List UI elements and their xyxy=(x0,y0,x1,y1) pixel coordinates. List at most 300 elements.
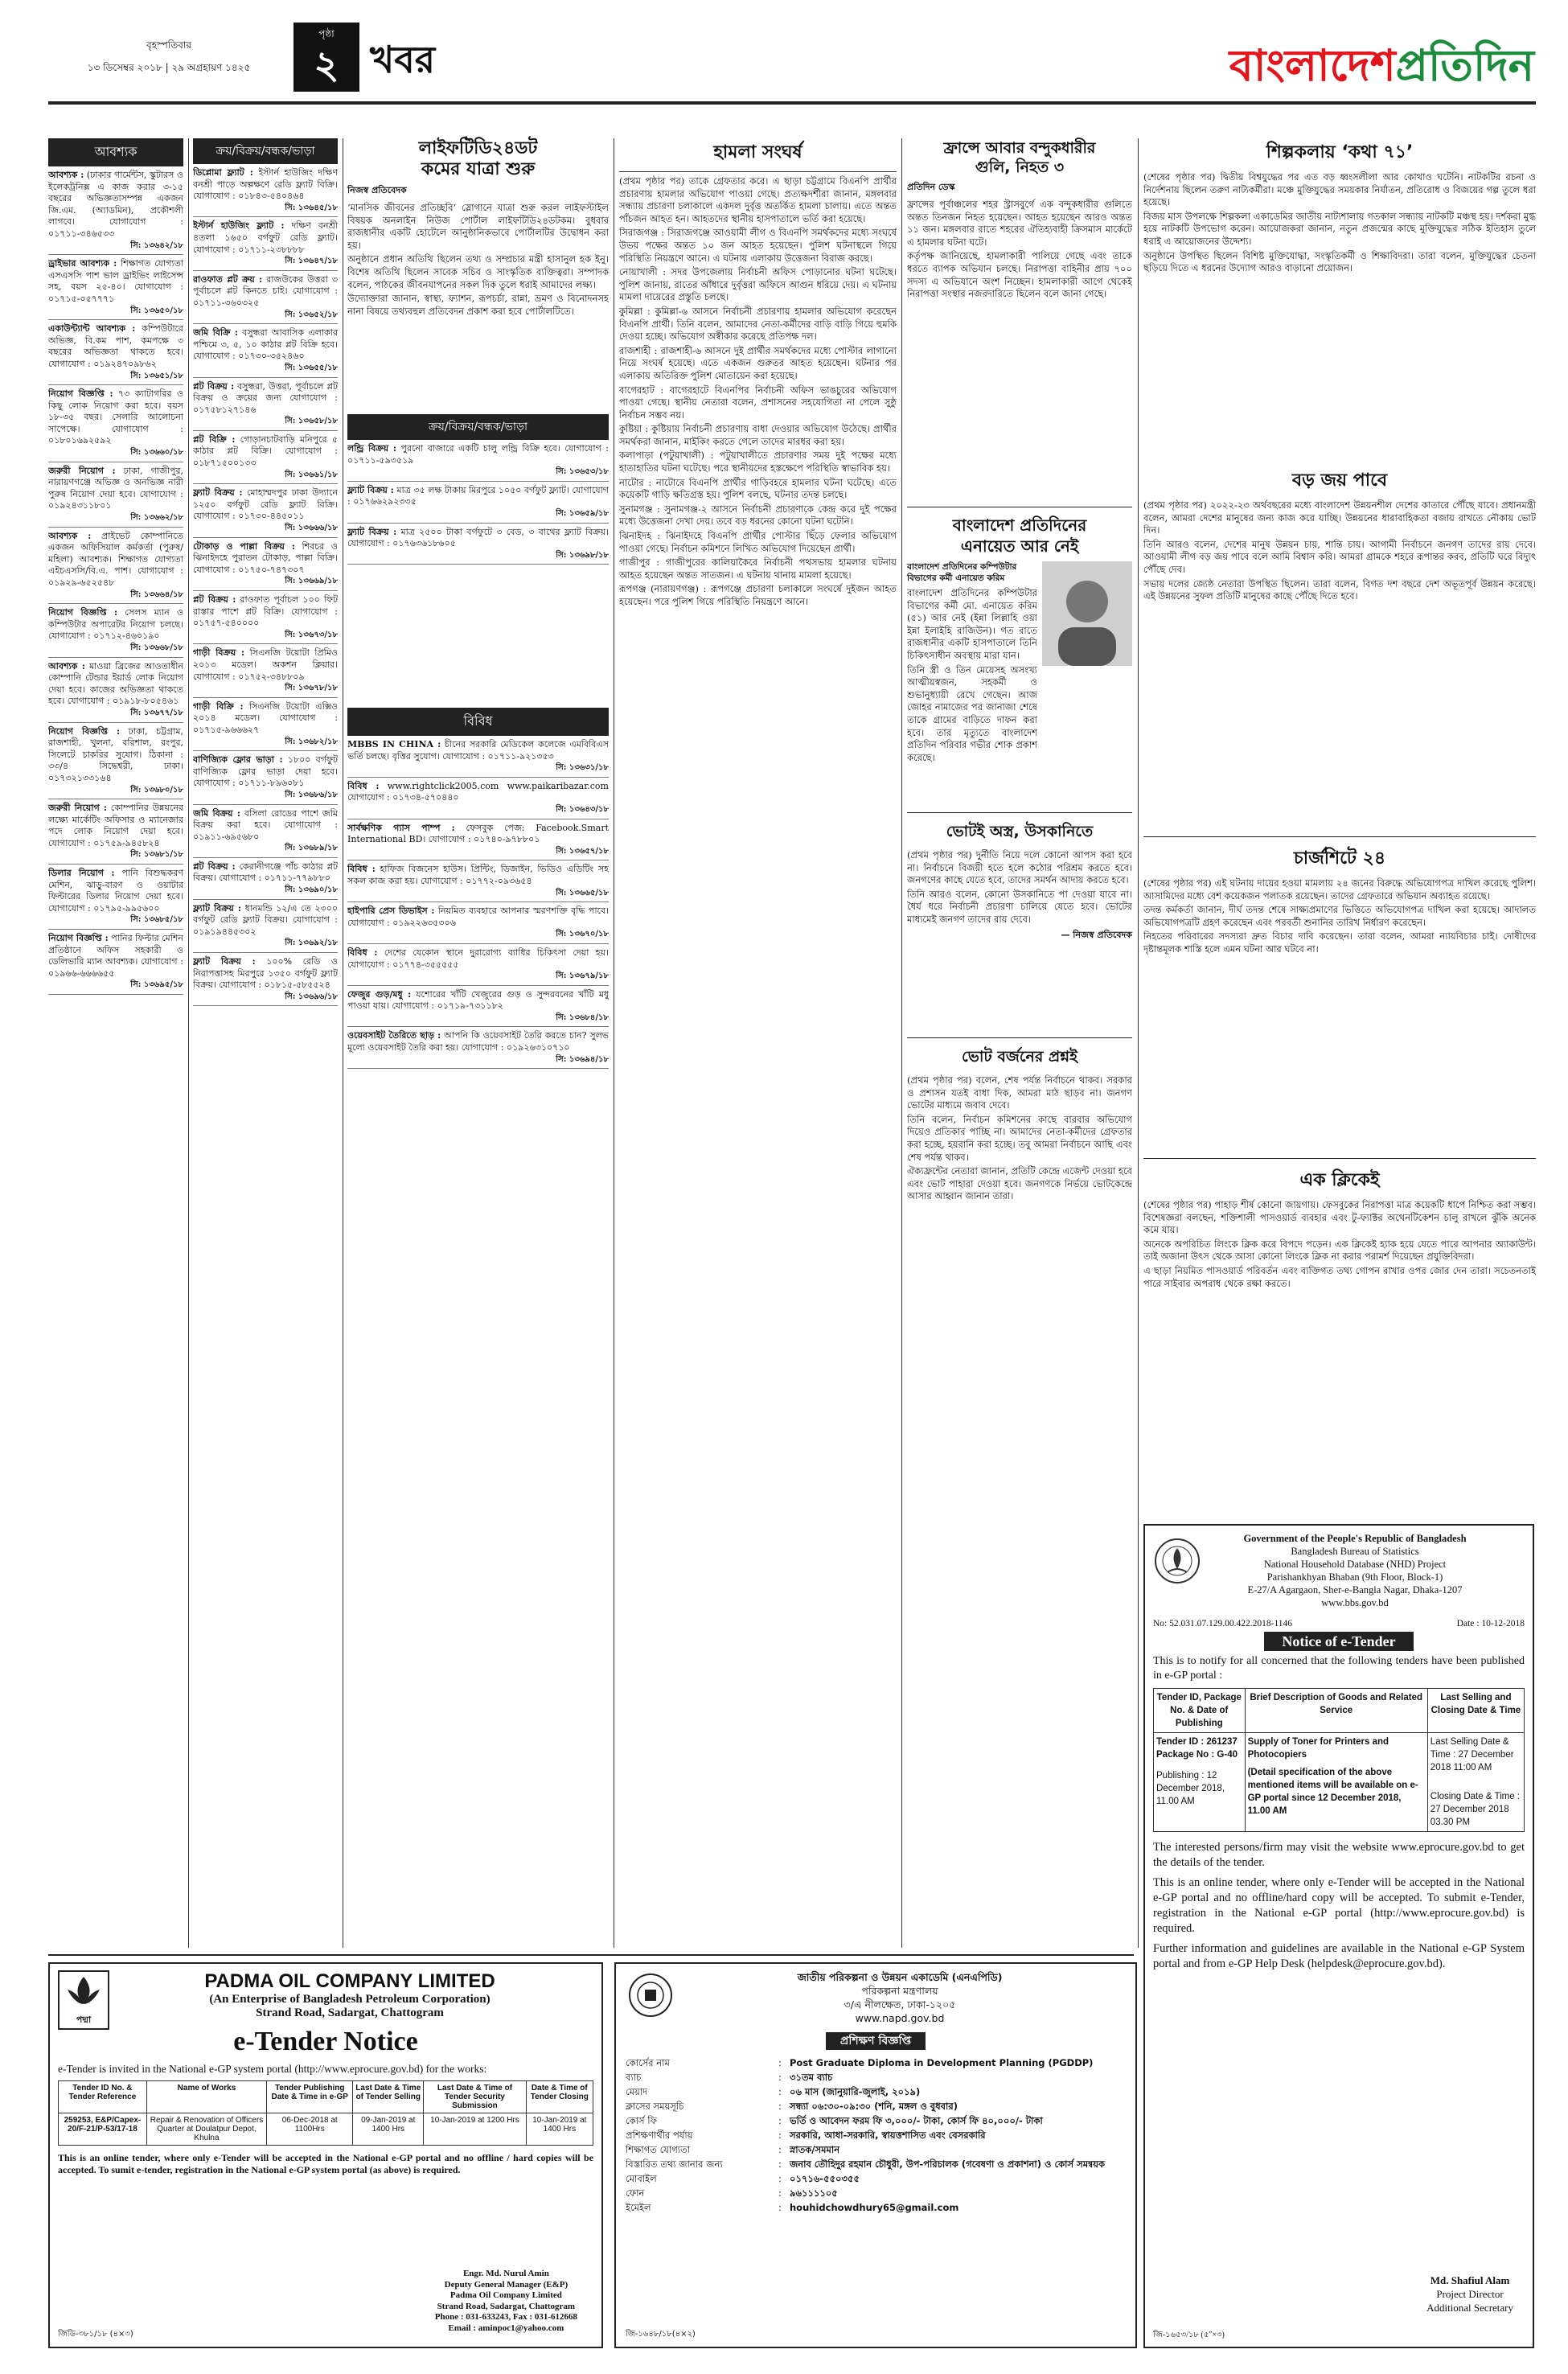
ad-label: জমি বিক্রয় : xyxy=(193,807,240,819)
napd-field-row xyxy=(626,2158,1126,2171)
ad-text: কম্পিউটারে অভিজ্ঞ, বি.কম পাশ, কমপক্ষে ৩ বছরের অভিজ্ঞতা থাকতে হবে। যোগাযোগ : ০১৯২৪৭০৯৮৬২ xyxy=(48,323,183,369)
classified-ad xyxy=(347,986,609,1028)
bibidh-list xyxy=(347,736,609,1069)
ad-label: হাইপারি প্রেস ডিভাইস : xyxy=(347,906,435,917)
napd-website-link[interactable]: www.napd.gov.bd xyxy=(855,2012,945,2024)
ad-text: (ঢাকার গার্মেন্টস, স্কুটারস ও ইলেকট্রনিক্স এ কাজ করার ৩-১৫ বছরের অভিজ্ঞতাসম্পন্ন একজন জি.এম. (অ্যাডমিন), প্রকৌশলী লাগবে। যোগাযোগ : ০১৭১১-৩৪৬৫৩৩ xyxy=(48,170,183,239)
paragraph: ‘মানসিক জীবনের প্রতিচ্ছবি’ স্লোগানে যাত্রা শুরু করল লাইফস্টাইল বিষয়ক অনলাইন নিউজ পোর্টাল লাইফটিডি২৪ডটকম। বুধবার রাজধানীর একটি হোটেলে আনুষ্ঠানিকভাবে পোর্টালটির উদ্বোধন করা হয়। xyxy=(347,202,609,251)
paragraph: ঐক্যফ্রন্টের নেতারা জানান, প্রতিটি কেন্দ্রে এজেন্ট দেওয়া হবে এবং ভোট পাহারা দেওয়া হবে। জনগণকে নির্ভয়ে ভোটকেন্দ্রে আসার আহ্বান জানান তারা। xyxy=(907,1165,1132,1202)
napd-ad-code: জি-১৬৪৮/১৮(৪×২) xyxy=(626,2330,696,2339)
napd-field-colon: : xyxy=(778,2115,782,2126)
signatory-line: Strand Road, Sadargat, Chattogram xyxy=(437,2301,576,2311)
ad-ref: সি: ১৩৬৭৭/১৮ xyxy=(130,708,183,717)
paragraph: বাগেরহাট : বাগেরহাটে বিএনপির নির্বাচনী অফিস ভাঙচুরের অভিযোগ পাওয়া গেছে। স্থানীয় নেতারা বলেন, প্রশাসনের সহযোগিতা না পেলে সুষ্ঠু নির্বাচন সম্ভব নয়। xyxy=(619,384,897,421)
ad-label: বিবিধ : xyxy=(347,864,376,875)
napd-field-colon: : xyxy=(778,2158,782,2170)
classified-ad xyxy=(193,217,338,270)
ad-ref: সি: ১৩৬৯৮/১৮ xyxy=(556,550,609,560)
classified-ad xyxy=(347,736,609,778)
table-header: Name of Works xyxy=(146,2081,266,2113)
ad-ref: সি: ১৩৬৫৫/১৮ xyxy=(285,363,338,372)
bbs-memo-row xyxy=(1153,1617,1525,1630)
france-byline: প্রতিদিন ডেস্ক xyxy=(907,182,955,192)
signatory-line: Engr. Md. Nurul Amin xyxy=(462,2269,549,2278)
ad-text: দক্ষিণ বনশ্রী ৪তলা ১৬৫০ বর্গফুট রেডি ফ্ল্যাট। যোগাযোগ : ০১৭১১-২৩৮৮৮৮ xyxy=(193,220,338,255)
paragraph: সিরাজগঞ্জ : সিরাজগঞ্জে আওয়ামী লীগ ও বিএনপি সমর্থকদের মধ্যে সংঘর্ষে উভয় পক্ষের অন্তত ১০ জন আহত হয়েছেন। পুলিশ ঘটনাস্থলে গিয়ে পরিস্থিতি নিয়ন্ত্রণে আনে। এ ঘটনায় এলাকায় উত্তেজনা বিরাজ করছে। xyxy=(619,227,897,264)
ad-label: জরুরী নিয়োগ : xyxy=(48,803,107,814)
ad-ref: সি: ১৩৬৯৪/১৮ xyxy=(556,1054,609,1064)
ad-ref: সি: ১৩৬৫৩/১৮ xyxy=(556,467,609,477)
napd-ministry: পরিকল্পনা মন্ত্রণালয় xyxy=(861,1985,938,1997)
ad-ref: সি: ১৩৬৫৯/১৮ xyxy=(556,508,609,518)
vote-ostro-body xyxy=(907,849,1132,928)
lifetidi-article xyxy=(347,138,609,319)
cricket-headline: এক ক্লিকেই xyxy=(1299,1170,1380,1190)
classified-ad xyxy=(347,944,609,986)
tender-id-cell xyxy=(1154,1733,1246,1832)
classified-ad xyxy=(193,324,338,377)
classified-ad xyxy=(193,484,338,537)
vote-ostro-byline: — নিজস্ব প্রতিবেদক xyxy=(1061,929,1132,940)
classified-ad xyxy=(347,778,609,819)
headline-line-1: লাইফটিডি২৪ডট xyxy=(418,138,538,158)
ad-text: সিএনজি টয়োটা এক্সিও ২০১৪ মডেল। যোগাযোগ : ০১৭১৫-৯৬৬৬২৭ xyxy=(193,700,338,735)
package-no: Package No : G-40 xyxy=(1156,1750,1238,1760)
ad-label: ফ্ল্যাট বিক্রয় : xyxy=(193,902,241,914)
table-row xyxy=(1154,1733,1525,1832)
bbs-notice-title: Notice of e-Tender xyxy=(1264,1632,1413,1651)
table-header: Brief Description of Goods and Related Service xyxy=(1245,1689,1427,1733)
napd-heading-wrap xyxy=(626,2031,1126,2051)
ad-label: একাউন্ট্যান্ট আবশ্যক : xyxy=(48,323,136,335)
classified-ad xyxy=(48,723,183,800)
brand-logo xyxy=(1229,32,1534,105)
ad-label: প্লট বিক্রয় : xyxy=(193,860,236,872)
chargesheet-body xyxy=(1143,877,1536,958)
napd-field-colon: : xyxy=(778,2144,782,2155)
ad-ref: সি: ১৩৬৫২/১৮ xyxy=(285,310,338,319)
ad-text: ঢাকা, চট্টগ্রাম, রাজশাহী, খুলনা, বরিশাল, রংপুর, সিলেটে চাকরির সুযোগ। ঠিকানা : ৩৩/৪ সিদ্ধেশ্বরী, ঢাকা। ০১৭৩২১৩৩১৬৪ xyxy=(48,725,183,783)
ad-ref: সি: ১৩৬৮০/১৮ xyxy=(130,785,183,795)
classified-ad xyxy=(347,819,609,861)
napd-field-row xyxy=(626,2086,1126,2098)
table-cell: 09-Jan-2019 at 1400 Hrs xyxy=(353,2113,424,2146)
obituary-article xyxy=(907,515,1132,766)
padma-tender-notice xyxy=(48,1962,603,2348)
napd-field-row xyxy=(626,2187,1126,2199)
ad-text: ১০০% রেডি ও নিরাপত্তাসহ মিরপুরে ১৩৫০ বর্গফুট ফ্ল্যাট বিক্রয়। যোগাযোগ : ০১৮১৫-৫৮৫৫২৪ xyxy=(193,956,338,991)
ad-ref: সি: ১৩৬৫১/১৮ xyxy=(130,371,183,380)
ad-label: ইস্টার্ন হাউজিং ফ্ল্যাট : xyxy=(193,220,285,232)
padma-ad-code: জিডি-৩৮১/১৮ (৪×৩) xyxy=(58,2330,133,2339)
classified-ad xyxy=(48,385,183,462)
ad-ref: সি: ১৩৬৯৫/১৮ xyxy=(130,980,183,990)
ad-label: প্লট বিক্রয় : xyxy=(193,594,236,605)
paragraph: (শেষের পৃষ্ঠার পর) পাহাড় শীর্ষ কোনো জায়গায়। ফেসবুকের নিরাপত্তা মাত্র কয়েকটি ধাপে নিশ্চিত করা সম্ভব। বিশেষজ্ঞরা বলছেন, শক্তিশালী পাসওয়ার্ড ব্যবহার এবং টু-ফ্যাক্টর অথেনটিকেশন চালু রাখলে ঝুঁকি অনেক কমে যায়। xyxy=(1143,1199,1536,1236)
paragraph: তিনি বলেন, নির্বাচন কমিশনের কাছে বারবার অভিযোগ দিয়েও প্রতিকার পাচ্ছি না। আমাদের নেতা-কর্মীদের গ্রেফতার করা হচ্ছে, হয়রানি করা হচ্ছে। তবু আমরা নির্বাচনে আছি এবং শেষ পর্যন্ত থাকব। xyxy=(907,1113,1132,1163)
ad-ref: সি: ১৩৬৬৫/১৮ xyxy=(556,888,609,897)
table-header: Tender Publishing Date & Time in e-GP xyxy=(267,2081,353,2113)
government-seal xyxy=(1153,1537,1201,1585)
divider xyxy=(907,812,1132,813)
classified-ad xyxy=(48,604,183,657)
paragraph: সভায় দলের জ্যেষ্ঠ নেতারা উপস্থিত ছিলেন। তারা বলেন, বিগত দশ বছরে দেশ অভূতপূর্ব উন্নয়ন করেছে। এই উন্নয়নের সুফল প্রতিটি মানুষের কাছে পৌঁছে দিতে হবে। xyxy=(1143,577,1536,602)
ad-ref: সি: ১৩৬৭৮/১৮ xyxy=(285,684,338,693)
bbs-intro: This is to notify for all concerned that the following tenders have been published in e-GP portal : xyxy=(1153,1655,1525,1682)
ad-text: নিয়মিত ব্যবহারে আপনার স্মরণশক্তি বৃদ্ধি পাবে। যোগাযোগ : ০১৯২২৬৩৫৩০৬ xyxy=(347,906,609,928)
paragraph: কলাপাড়া (পটুয়াখালী) : পটুয়াখালীতে প্রচারণার সময় দুই পক্ষের মধ্যে হাতাহাতির ঘটনা ঘটেছে। পরে স্থানীয়দের হস্তক্ষেপে পরিস্থিতি স্বাভাবিক হয়। xyxy=(619,450,897,474)
table-cell: 259253, E&P/Capex-20/F-21/P-53/17-18 xyxy=(59,2113,147,2146)
ad-label: ফেজুর গুড়/মধু : xyxy=(347,988,412,1000)
ad-text: কেরানীগঞ্জে পাঁচ কাঠার প্লট বিক্রয়। যোগাযোগ : ০১৭১১-৭৭৯৮৮০ xyxy=(193,860,338,884)
napd-field-key: শিক্ষাগত যোগ্যতা xyxy=(626,2144,691,2155)
paragraph: রূপগঞ্জ (নারায়ণগঞ্জ) : রূপগঞ্জে প্রচারণা চলাকালে সংঘর্ষে দুইজন আহত হয়েছেন। পরে পুলিশ গিয়ে পরিস্থিতি নিয়ন্ত্রণে আনে। xyxy=(619,583,897,607)
bbs-memo-no: No: 52.031.07.129.00.422.2018-1146 xyxy=(1153,1619,1293,1629)
ad-text: গোড়ানচাটবাড়ি মনিপুরে ৫ কাঠার প্লট বিক্রি। যোগাযোগ : ০১৮৭১৫০০১৩৩ xyxy=(193,433,338,469)
classified-list xyxy=(193,164,338,1006)
boro-joy-headline: বড় জয় পাবে xyxy=(1291,470,1388,491)
classified-ad xyxy=(193,538,338,591)
ad-text: মাত্র ৩৫ লক্ষ টাকায় মিরপুরে ১০৫০ বর্গফুট ফ্ল্যাট। যোগাযোগ : ০১৭৬৬২৯২৩৩৫ xyxy=(347,484,609,507)
ad-label: আবশ্যক : xyxy=(48,170,84,180)
ad-text: রাওফাত পূর্বাচল ১০০ ফিট রাস্তার পাশে প্লট বিক্রি। যোগাযোগ : ০১৭৫৭-৫৪০০০০ xyxy=(193,594,338,629)
ad-label: বিবিধ : xyxy=(347,780,380,791)
classified-ad xyxy=(347,902,609,944)
ad-text: হাফিজ বিজনেস হাউস। প্রিন্টিং, ডিজাইন, ভিডিও এডিটিং সহ সকল কাজ করা হয়। যোগাযোগ : ০১৭৭২-০৯৩৬৫৪ xyxy=(347,864,609,886)
napd-org: জাতীয় পরিকল্পনা ও উন্নয়ন একাডেমি (এনএপিডি) xyxy=(797,1971,1003,1983)
paragraph: সুনামগঞ্জ : সুনামগঞ্জ-২ আসনে নির্বাচনী প্রচারণাকে কেন্দ্র করে দুই পক্ষের মধ্যে উত্তেজনা দেখা দেয়। তবে বড় ধরনের কোনো ঘটনা ঘটেনি। xyxy=(619,503,897,528)
masthead-rule xyxy=(48,101,1536,105)
obituary-body xyxy=(907,587,1037,766)
ad-label: ফ্ল্যাট বিক্রয় : xyxy=(347,526,397,537)
napd-field-key: ইমেইল xyxy=(626,2202,651,2213)
napd-field-value: সন্ধ্যা ০৬:৩০-০৯:৩০ (শনি, মঙ্গল ও বুধবার) xyxy=(790,2101,958,2112)
bbs-header xyxy=(1185,1532,1525,1609)
ad-label: ওয়েবসাইট তৈরিতে ছাড় : xyxy=(347,1030,441,1041)
ad-label: রাওফাত প্লট ক্রয় : xyxy=(193,273,263,285)
napd-field-value: ভর্তি ও আবেদন ফরম ফি ৩,০০০/- টাকা, কোর্স ফি ৪০,০০০/- টাকা xyxy=(790,2115,1043,2126)
masthead-date: ১৩ ডিসেম্বর ২০১৮ | ২৯ অগ্রহায়ণ ১৪২৫ xyxy=(87,62,251,73)
signatory-name: Md. Shafiul Alam xyxy=(1430,2274,1510,2286)
napd-field-row xyxy=(626,2057,1126,2069)
ad-text: www.rightclick2005.com www.paikaribazar.com যোগাযোগ : ০১৭৩৪-৫৭০৪৪০ xyxy=(347,780,609,803)
classified-ad xyxy=(347,440,609,482)
classified-ad xyxy=(48,930,183,995)
ad-label: ফ্ল্যাট বিক্রয় : xyxy=(347,484,394,495)
signatory-rank: Additional Secretary xyxy=(1426,2302,1513,2314)
napd-field-row xyxy=(626,2144,1126,2156)
lifetidi-body xyxy=(347,202,609,319)
padma-logo xyxy=(58,1970,109,2030)
ad-text: শিবচর ও ঝিনাইদহে পুরাতন টোকাড়, পাল্লা বিক্রি। যোগাযোগ : ০১৭৫০-৭৪৭৩০৭ xyxy=(193,540,338,575)
hamla-headline: হামলা সংঘর্ষ xyxy=(619,138,897,172)
napd-field-value: স্নাতক/সমমান xyxy=(790,2144,840,2155)
classified-ad xyxy=(193,858,338,900)
napd-field-value: ০৬ মাস (জানুয়ারি-জুলাই, ২০১৯) xyxy=(790,2086,921,2097)
paragraph: নাটোর : নাটোরে বিএনপি প্রার্থীর গাড়িবহরে হামলার ঘটনা ঘটেছে। এতে কয়েকটি গাড়ি ক্ষতিগ্রস্ত হয়। পুলিশ বলছে, ঘটনার তদন্ত চলছে। xyxy=(619,476,897,501)
classified-list xyxy=(347,440,609,565)
ad-label: টোকাড় ও পাল্লা বিক্রয় : xyxy=(193,540,295,552)
classified-heading-kroy-bikroy-2: ক্রয়/বিক্রয়/বন্ধক/ভাড়া xyxy=(347,414,609,440)
bbs-tender-table xyxy=(1153,1688,1525,1832)
signatory-line: Deputy General Manager (E&P) xyxy=(444,2279,569,2290)
table-row xyxy=(59,2113,593,2146)
classified-ad xyxy=(48,865,183,930)
classified-ad xyxy=(48,799,183,865)
tender-id: Tender ID : 261237 xyxy=(1156,1737,1238,1747)
section-title: খবর xyxy=(370,38,436,81)
ad-text: মাত্র ২৫০০ টাকা বর্গফুটে ৩ বেড, ৩ বাথের ফ্ল্যাট বিক্রয়। যোগাযোগ : ০১৭৬৩৬১৮৬০৫ xyxy=(347,526,609,549)
table-header: Date & Time of Tender Closing xyxy=(526,2081,593,2113)
padma-note: This is an online tender, where only e-Tender will be accepted in the National e-GP portal and no offline / hard copies will be accepted. To sumit e-tender, registration in the National e-GP system portal (as above) is required. xyxy=(58,2152,593,2175)
masthead-dateline xyxy=(56,39,281,77)
bbs-title-wrap xyxy=(1153,1635,1525,1649)
ad-ref: সি: ১৩৬৪৩/১৮ xyxy=(556,804,609,814)
table-cell: Repair & Renovation of Officers Quarter at Doulatpur Depot, Khulna xyxy=(146,2113,266,2146)
napd-emblem-icon xyxy=(627,1972,674,2019)
hamla-body xyxy=(619,175,897,610)
bbs-para-1: The interested persons/firm may visit the website www.eprocure.gov.bd to get the details of the tender. xyxy=(1153,1841,1525,1869)
paragraph: (প্রথম পৃষ্ঠার পর) বলেন, শেষ পর্যন্ত নির্বাচনে থাকব। সরকার ও প্রশাসন যতই বাধা দিক, আমরা মাঠ ছাড়ব না। জনগণ ভোটের মাধ্যমে জবাব দেবে। xyxy=(907,1074,1132,1111)
brand-main: বাংলাদেশ xyxy=(1229,40,1396,91)
napd-field-key: ব্যাচ xyxy=(626,2072,642,2083)
napd-field-value: houhidchowdhury65@gmail.com xyxy=(790,2202,959,2213)
classified-ad xyxy=(48,255,183,320)
classified-ad xyxy=(48,528,183,605)
ad-text: সিএনজি টয়োটা প্রিমিও ২০১৩ মডেল। অকশন ক্লিয়ার। যোগাযোগ : ০১৭৫২-৩৪৮৮০৯ xyxy=(193,647,338,682)
classified-ad xyxy=(193,644,338,697)
bbs-date: Date : 10-12-2018 xyxy=(1456,1619,1525,1629)
table-cell: 10-Jan-2019 at 1200 Hrs xyxy=(424,2113,526,2146)
bbs-para-2: This is an online tender, where only e-Tender will be accepted in the National e-GP portal and no offline/hard copy will be accepted. To submit e-Tender, registration in the National e-GP portal (http://www.eprocure.gov.bd) is required. xyxy=(1153,1876,1525,1935)
napd-field-value: Post Graduate Diploma in Development Planning (PGDDP) xyxy=(790,2057,1094,2068)
classified-ad xyxy=(48,462,183,528)
ad-ref: সি: ১৩৬৮৪/১৮ xyxy=(556,1012,609,1022)
shilpokola-headline: শিল্পকলায় ‘কথা ৭১’ xyxy=(1266,142,1414,162)
classified-ad xyxy=(193,591,338,644)
table-cell: 10-Jan-2019 at 1400 Hrs xyxy=(526,2113,593,2146)
ad-ref: সি: ১৩৬৪৭/১৮ xyxy=(285,257,338,266)
napd-field-row xyxy=(626,2115,1126,2127)
bangladesh-emblem-icon xyxy=(1153,1537,1201,1585)
ad-text: বসুন্ধরা, উত্তরা, পূর্বাচলে প্লট বিক্রয় ও ক্রয়ের জন্য যোগাযোগ : ০১৭৫৮১২৭১৪৬ xyxy=(193,380,338,415)
napd-field-row xyxy=(626,2072,1126,2084)
paragraph: অনুষ্ঠানে উপস্থিত ছিলেন বিশিষ্ট মুক্তিযোদ্ধা, সংস্কৃতিকর্মী ও শিক্ষাবিদরা। তারা বলেন, মুক্তিযুদ্ধের চেতনা ছড়িয়ে দিতে এ ধরনের উদ্যোগ আরও বাড়ানো প্রয়োজন। xyxy=(1143,249,1536,274)
ad-label: MBBS IN CHINA : xyxy=(347,739,441,750)
classified-ad xyxy=(347,1027,609,1069)
paragraph: বাংলাদেশ প্রতিদিনের কম্পিউটার বিভাগের কর্মী মো. এনায়েত করিম (৫১) আর নেই (ইন্না লিল্লাহি ওয়া ইন্না ইলাইহি রাজিউন)। গত রাতে রাজধানীর একটি হাসপাতালে তিনি চিকিৎসাধীন অবস্থায় মারা যান। xyxy=(907,587,1037,661)
ad-ref: সি: ১৩৬৬১/১৮ xyxy=(285,470,338,479)
ad-text: মোহাম্মদপুর ঢাকা উদ্যানে ১২৫০ বর্গফুট রেডি ফ্ল্যাট বিক্রি। যোগাযোগ : ০১৭৩০-৪৪৫০১১ xyxy=(193,487,338,522)
napd-field-value: ৯৬১১১১০৫ xyxy=(790,2187,838,2199)
paragraph: তিনি স্ত্রী ও তিন মেয়েসহ অসংখ্য আত্মীয়স্বজন, সহকর্মী ও শুভানুধ্যায়ী রেখে গেছেন। আজ জোহর নামাজের পর জানাজা শেষে তাকে গ্রামের বাড়িতে দাফন করা হবে। তার মৃত্যুতে বাংলাদেশ প্রতিদিন পরিবার গভীর শোক প্রকাশ করেছে। xyxy=(907,663,1037,763)
classified-ad xyxy=(193,751,338,804)
napd-field-row xyxy=(626,2101,1126,2113)
ad-ref: সি: ১৩৬৯০/১৮ xyxy=(285,885,338,895)
page-label: পৃষ্ঠা xyxy=(318,28,335,39)
classified-ad xyxy=(347,482,609,524)
ad-label: নিয়োগ বিজ্ঞপ্তি : xyxy=(48,725,121,737)
ad-label: নিয়োগ বিজ্ঞপ্তি : xyxy=(48,933,109,944)
napd-field-colon: : xyxy=(778,2187,782,2199)
padma-logo-text: পদ্মা xyxy=(76,2015,92,2025)
paragraph: কুমিল্লা : কুমিল্লা-৬ আসনে নির্বাচনী প্রচারণায় হামলার অভিযোগ করেছেন বিএনপি প্রার্থী। তিনি বলেন, আমাদের নেতা-কর্মীদের বাড়ি বাড়ি গিয়ে হুমকি দেওয়া হচ্ছে। অভিযোগ অস্বীকার করেছে প্রতিপক্ষ দল। xyxy=(619,305,897,343)
bbs-bureau: Bangladesh Bureau of Statistics xyxy=(1291,1546,1419,1557)
ad-ref: সি: ১৩৬৭০/১৮ xyxy=(556,930,609,939)
ad-text: প্রাইভেট কোম্পানিতে একজন অফিসিয়াল কর্মকর্তা (পুরুষ/মহিলা) আবশ্যক। শিক্ষাগত যোগ্যতা এইচএসসি/বি.এ. পাশ। যোগাযোগ : ০১৯২৯-৬৫২৫৪৮ xyxy=(48,530,183,588)
padma-intro: e-Tender is invited in the National e-GP system portal (http://www.eprocure.gov.bd) for the works: xyxy=(58,2063,487,2075)
chargesheet-article xyxy=(1143,844,1536,958)
obituary-headline xyxy=(907,515,1132,557)
ad-label: ড্রাইভার আবশ্যক : xyxy=(48,258,117,269)
napd-field-colon: : xyxy=(778,2130,782,2141)
ad-ref: সি: ১৩৬৯২/১৮ xyxy=(285,939,338,948)
ad-text: পানি বিশুদ্ধকরণ মেশিন, ঝাড়ু-বারণ ও ওয়াটার ফিল্টারের ডিলার নিয়োগ দেয়া হবে। যোগাযোগ : ০১৭৯৫-৯৯৫৬০০ xyxy=(48,868,183,914)
page-number: ২ xyxy=(314,43,339,88)
chargesheet-headline: চার্জশিটে ২৪ xyxy=(1293,848,1386,869)
napd-fields xyxy=(626,2057,1126,2214)
paragraph: ফ্রান্সের পূর্বাঞ্চলের শহর স্ট্রাসবুর্গে এক বন্দুকধারীর গুলিতে অন্তত তিনজন নিহত হয়েছেন। আহত হয়েছেন আরও অন্তত ১১ জন। মঙ্গলবার রাতে শহরের ঐতিহ্যবাহী ক্রিসমাস মার্কেটে এ হামলার ঘটনা ঘটে। xyxy=(907,199,1132,248)
column-divider xyxy=(188,138,189,1948)
ad-text: শিক্ষাগত যোগ্যতা এসএসসি পাশ ভাল ড্রাইভিং লাইসেন্স সহ, বয়স ২৫-৪০। যোগাযোগ : ০১৭১৫-০৫৭৭৭১ xyxy=(48,258,183,304)
ad-text: ইস্টার্ন হাউজিং দক্ষিণ বনশ্রী পাড়ে অল্পক্ষণে রেডি ফ্ল্যাট বিক্রি। যোগাযোগ : ০১৮৪৩-৫৪০৪৬৪ xyxy=(193,167,338,202)
napd-field-key: কোর্স ফি xyxy=(626,2115,657,2126)
lifetidi-byline: নিজস্ব প্রতিবেদক xyxy=(347,185,407,195)
bibidh-section xyxy=(347,708,609,1069)
paragraph: অনেকে অপরিচিত লিংকে ক্লিক করে বিপদে পড়েন। এক ক্লিকেই হ্যাক হয়ে যেতে পারে আপনার অ্যাকাউন্ট। তাই অজানা উৎস থেকে আসা কোনো লিংকে ক্লিক না করার পরামর্শ দিয়েছেন প্রযুক্তিবিদরা। xyxy=(1143,1238,1536,1263)
napd-field-value: ০১৭১৬-৫৫০৩৫৫ xyxy=(790,2173,860,2184)
paragraph: নিহতের পরিবারের সদস্যরা দ্রুত বিচার দাবি করেছেন। তারা বলেন, আমরা ন্যায়বিচার চাই। দোষীদের দৃষ্টান্তমূলক শাস্তি হলে এমন ঘটনা আর ঘটবে না। xyxy=(1143,930,1536,955)
ad-label: গাড়ী বিক্রি : xyxy=(193,700,244,712)
ad-ref: সি: ১৩৬৮৯/১৮ xyxy=(285,844,338,853)
paragraph: (প্রথম পৃষ্ঠার পর) দুর্নীতি নিয়ে দলে কোনো আপস করা হবে না। নির্বাচনে বিজয়ী হতে হলে কঠোর পরিশ্রম করতে হবে। জনগণের কাছে যেতে হবে, তাদের সমর্থন আদায় করতে হবে। xyxy=(907,849,1132,886)
ad-ref: সি: ১৩৬৫৮/১৮ xyxy=(285,417,338,426)
napd-field-key: মেয়াদ xyxy=(626,2086,648,2097)
table-header-row xyxy=(1154,1689,1525,1733)
dates-cell xyxy=(1427,1733,1524,1832)
ad-text: ৭৩ ক্যাটাগরির ও কিছু লোক নিয়োগ করা হবে। বয়স ১৮-৩৫ বছর। সেলারি আলোচনা সাপেক্ষে। যোগাযোগ : ০১৮০১৬৯২৫৯২ xyxy=(48,388,183,446)
padma-tender-table xyxy=(58,2080,593,2146)
napd-field-colon: : xyxy=(778,2101,782,2112)
bbs-tender-notice xyxy=(1143,1524,1534,2348)
napd-field-key: কোর্সের নাম xyxy=(626,2057,670,2068)
ad-text: আপনি কি ওয়েবসাইট তৈরি করতে চান? সুলভ মূল্যে ওয়েবসাইট তৈরি করা হয়। যোগাযোগ : ০১৯২৬৩১০৭১০ xyxy=(347,1030,609,1054)
napd-field-key: প্রশিক্ষণার্থীর পর্যায় xyxy=(626,2130,693,2141)
ad-text: চীনের সরকারি মেডিকেল কলেজে এমবিবিএস ভর্তি চলছে। বৃত্তির সুযোগ। যোগাযোগ : ০১৭১১-৯২১৩৫৩ xyxy=(347,739,609,762)
napd-field-value: জনাব তৌহিদুর রহমান চৌধুরী, উপ-পরিচালক (গবেষণা ও প্রকাশনা) ও কোর্স সমন্বয়ক xyxy=(790,2158,1106,2170)
headline-line-2: এনায়েত আর নেই xyxy=(960,536,1079,556)
ad-ref: সি: ১৩৬৯৬/১৮ xyxy=(285,992,338,1001)
france-article xyxy=(907,138,1132,302)
napd-header xyxy=(674,1970,1126,2025)
classified-ad xyxy=(48,658,183,723)
ad-text: ঢাকা, গাজীপুর, নারায়ণগঞ্জে অভিজ্ঞ ও অনভিজ্ঞ নারী পুরুষ নিয়োগ দেয়া হবে। যোগাযোগ : ০১৯২৪৩১১৮০১ xyxy=(48,465,183,511)
napd-address: ৩/এ নীলক্ষেত, ঢাকা-১২০৫ xyxy=(844,1998,956,2011)
ad-label: গাড়ী বিক্রয় : xyxy=(193,647,245,659)
ad-ref: সি: ১৩৬৬০/১৮ xyxy=(130,448,183,458)
classified-heading-abosshok: আবশ্যক xyxy=(48,138,183,166)
bbs-signature xyxy=(1426,2273,1513,2314)
ad-label: ফ্ল্যাট বিক্রয় : xyxy=(193,487,243,499)
ad-label: আবশ্যক : xyxy=(48,660,85,672)
padma-subtitle: (An Enterprise of Bangladesh Petroleum Corporation) xyxy=(209,1993,491,2006)
ad-ref: সি: ১৩৬৪২/১৮ xyxy=(130,240,183,250)
paragraph: কর্তৃপক্ষ জানিয়েছে, হামলাকারী পালিয়ে গেছে এবং তাকে ধরতে ব্যাপক অভিযান চলছে। নিরাপত্তা বাহিনীর প্রায় ৭০০ সদস্য এ অভিযানে অংশ নিচ্ছেন। হামলাকারী আগে থেকেই নিরাপত্তা সংস্থার নজরদারিতে ছিলেন বলে জানা গেছে। xyxy=(907,250,1132,300)
classified-heading-bibidh: বিবিধ xyxy=(347,708,609,736)
cricket-body xyxy=(1143,1199,1536,1292)
bbs-website-link[interactable]: www.bbs.gov.bd xyxy=(1321,1597,1389,1608)
napd-field-key: ফোন xyxy=(626,2187,645,2199)
paragraph: কুষ্টিয়া : কুষ্টিয়ায় নির্বাচনী প্রচারণায় বাধা দেওয়ার অভিযোগ উঠেছে। প্রার্থীর সমর্থকরা জানান, মাইকিং করতে গেলে তাদের মারধর করা হয়। xyxy=(619,423,897,447)
column-divider xyxy=(1138,138,1139,1948)
ad-ref: সি: ১৩৬৬৯/১৮ xyxy=(285,577,338,586)
ad-label: প্লট বিক্রয় : xyxy=(193,380,235,392)
brand-sub: প্রতিদিন xyxy=(1395,40,1534,91)
vote-borjon-headline: ভোট বর্জনের প্রশ্নই xyxy=(962,1048,1077,1066)
table-header: Tender ID, Package No. & Date of Publishing xyxy=(1154,1689,1246,1733)
headline-line-1: ফ্রান্সে আবার বন্দুকধারীর xyxy=(943,139,1096,157)
ad-text: কোম্পানির উন্নয়নের লক্ষ্যে মার্কেটিং অফিসার ও ম্যানেজার পদে লোক নিয়োগ দেয়া হবে। যোগাযোগ : ০১৭৫৯-৯৪৫৮২৪ xyxy=(48,803,183,848)
ad-text: যশোরের খাঁটি খেজুরের গুড় ও সুন্দরবনের খাঁটি মধু পাওয়া যায়। যোগাযোগ : ০১৭১৯-৭৩১১৮২ xyxy=(347,988,609,1012)
napd-logo xyxy=(627,1972,674,2019)
headline-line-1: বাংলাদেশ প্রতিদিনের xyxy=(952,515,1087,535)
headline-line-2: কমের যাত্রা শুরু xyxy=(421,159,536,179)
france-headline xyxy=(907,138,1132,177)
bbs-ad-code: জি-১৬৫৩/১৮ (৫″×৩) xyxy=(1153,2331,1225,2339)
classified-ad xyxy=(48,320,183,385)
napd-field-colon: : xyxy=(778,2057,782,2068)
napd-field-key: ক্লাসের সময়সূচি xyxy=(626,2101,684,2112)
bbs-project: National Household Database (NHD) Project xyxy=(1263,1559,1447,1570)
person-photo-icon xyxy=(1042,561,1132,666)
shilpokola-body xyxy=(1143,171,1536,277)
classified-ad xyxy=(193,271,338,324)
cricket-article xyxy=(1143,1166,1536,1292)
ad-text: বসুন্ধরা আবাসিক এলাকার পশ্চিমে ৩, ৫, ১০ কাঠার প্লট বিক্রি হবে। যোগাযোগ : ০১৭৩০-৩৫২৪৬০ xyxy=(193,327,338,362)
ad-label: নিয়োগ বিজ্ঞপ্তি : xyxy=(48,607,118,618)
page-number-badge xyxy=(293,23,359,92)
ad-text: দেশের যেকোন স্থানে দুরারোগ্য ব্যাধির চিকিৎসা দেয়া হয়। যোগাযোগ : ০১৭৭৪-৩৫৫৫৫৫ xyxy=(347,947,609,970)
padma-company: PADMA OIL COMPANY LIMITED xyxy=(204,1970,495,1992)
padma-address: Strand Road, Sadargat, Chattogram xyxy=(256,2006,444,2019)
paragraph: উদ্যোক্তারা জানান, স্বাস্থ্য, ফ্যাশন, রূপচর্চা, রান্না, ভ্রমণ ও বিনোদনসহ নানা বিষয়ে তথ্যবহুল প্রতিবেদন প্রকাশ করা হবে পোর্টালটিতে। xyxy=(347,293,609,317)
paragraph: বিজয় মাস উপলক্ষে শিল্পকলা একাডেমির জাতীয় নাট্যশালায় গতকাল সন্ধ্যায় নাটকটি মঞ্চস্থ হয়। দর্শকরা মুগ্ধ হয়ে নাটকটি উপভোগ করেন। আয়োজকরা জানান, নতুন প্রজন্মের কাছে মুক্তিযুদ্ধের সঠিক ইতিহাস তুলে ধরাই এ আয়োজনের উদ্দেশ্য। xyxy=(1143,210,1536,247)
paragraph: অনুষ্ঠানে প্রধান অতিথি ছিলেন তথ্য ও সম্প্রচার মন্ত্রী হাসানুল হক ইনু। বিশেষ অতিথি ছিলেন সাবেক সচিব ও সাংস্কৃতিক ব্যক্তিত্বরা। সম্পাদক বলেন, পাঠকের জীবনযাপনের সকল দিক তুলে ধরাই আমাদের লক্ষ্য। xyxy=(347,253,609,290)
ad-label: ফ্ল্যাট বিক্রয় : xyxy=(193,956,256,967)
classified-ad xyxy=(193,431,338,484)
paragraph: ঝিনাইদহ : ঝিনাইদহে বিএনপি প্রার্থীর পোস্টার ছিঁড়ে ফেলার অভিযোগ পাওয়া গেছে। নির্বাচন কমিশনে লিখিত অভিযোগ দিয়েছেন প্রার্থী। xyxy=(619,530,897,554)
headline-line-2: গুলি, নিহত ৩ xyxy=(975,158,1065,176)
ad-text: পানির ফিল্টার মেশিন প্রতিষ্ঠানে অফিস সহকারী ও ডেলিভারি ম্যান আবশ্যক। যোগাযোগ : ০১৯৬৬-৬৬৬৬৫৫ xyxy=(48,933,183,979)
ad-label: জরুরী নিয়োগ : xyxy=(48,465,116,476)
classified-ad xyxy=(193,900,338,953)
classified-ad xyxy=(193,164,338,217)
napd-field-row xyxy=(626,2173,1126,2185)
boro-joy-body xyxy=(1143,499,1536,605)
ad-label: সার্বক্ষণিক গ্যাস পাম্প : xyxy=(347,822,455,833)
hamla-article xyxy=(619,138,897,1940)
ad-text: মাওয়া ব্রিজের আওতাধীন কোম্পানি টেন্ডার ইয়ার্ড লোক নিয়োগ দেয়া হবে। কাজের অভিজ্ঞতা থাকতে হবে। যোগাযোগ : ০১৯১৮-৮০৫৪৬১ xyxy=(48,660,183,707)
paragraph: (শেষের পৃষ্ঠার পর) দ্বিতীয় বিশ্বযুদ্ধের পর এত বড় ধ্বংসলীলা আর কোথাও ঘটেনি। নাটকটির রচনা ও নির্দেশনায় ছিলেন তরুণ নাট্যকর্মীরা। মঞ্চে মুক্তিযুদ্ধের সময়কার নির্যাতন, প্রতিরোধ ও বিজয়ের গল্প তুলে ধরা হয়েছে। xyxy=(1143,171,1536,208)
padma-flower-logo-icon xyxy=(61,1972,106,2009)
vote-ostro-article xyxy=(907,820,1132,943)
classified-ad xyxy=(48,166,183,255)
paragraph: (শেষের পৃষ্ঠার পর) এই ঘটনায় দায়ের হওয়া মামলায় ২৪ জনের বিরুদ্ধে অভিযোগপত্র দাখিল করেছে পুলিশ। আসামিদের মধ্যে বেশ কয়েকজন পলাতক রয়েছেন। তাদের গ্রেফতারে অভিযান অব্যাহত রয়েছে। xyxy=(1143,877,1536,902)
padma-signature xyxy=(435,2269,577,2334)
classified-ad xyxy=(193,698,338,751)
ad-label: ডিলার নিয়োগ : xyxy=(48,868,115,879)
signatory-line: Email : aminpoc1@yahoo.com xyxy=(448,2323,564,2333)
